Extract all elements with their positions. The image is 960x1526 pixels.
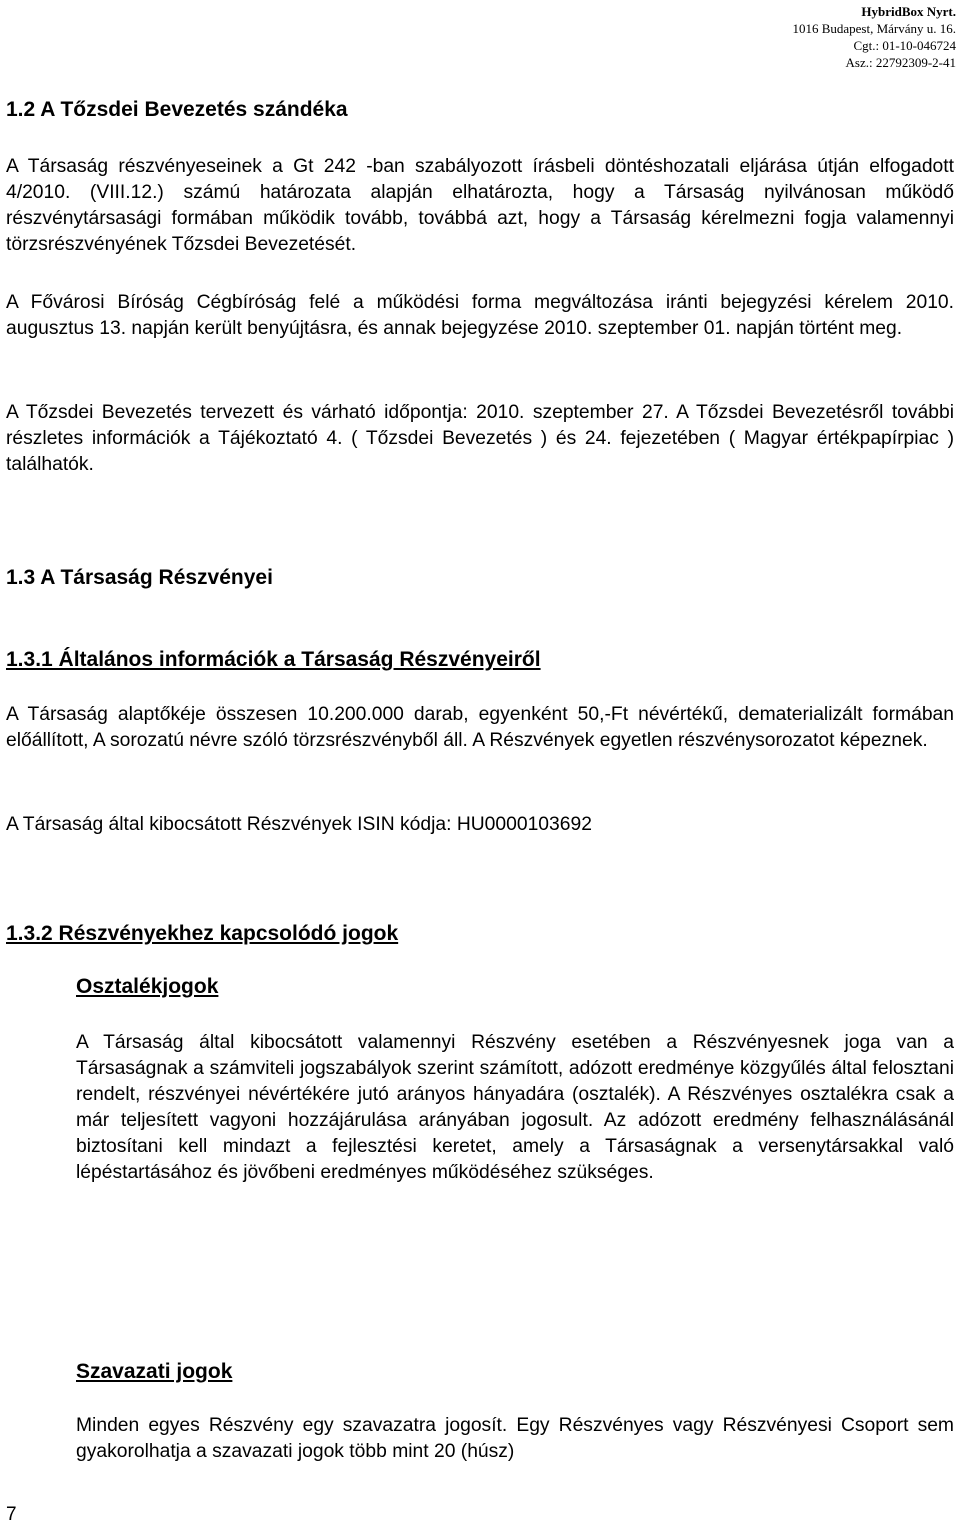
section-1-3-2-heading: 1.3.2 Részvényekhez kapcsolódó jogok (6, 922, 399, 945)
voting-rights-text: Minden egyes Részvény egy szavazatra jogosít. Egy Részvényes vagy Részvényesi Csoport sem gyakorolhatja a szavazati jogok több mint 20 (húsz) (76, 1415, 954, 1462)
voting-rights-title: Szavazati jogok (76, 1360, 233, 1383)
dividend-rights-title: Osztalékjogok (76, 975, 219, 998)
company-stamp (792, 3, 956, 71)
isin-paragraph: A Társaság által kibocsátott Részvények ISIN kódja: HU0000103692 (6, 814, 592, 835)
stamp-tax-number: Asz.: 22792309-2-41 (845, 55, 956, 70)
stamp-registry: Cgt.: 01-10-046724 (853, 38, 956, 53)
section-1-3-heading: 1.3 A Társaság Részvényei (6, 566, 273, 589)
shares-general-paragraph: A Társaság alaptőkéje összesen 10.200.000 darab, egyenként 50,-Ft névértékű, dematerializált formában előállított, A sorozatú névre szóló törzsrészvényből áll. A Részvények egyetlen részvénysorozatot képeznek. (6, 704, 954, 751)
stamp-company-name: HybridBox Nyrt. (861, 4, 956, 19)
section-1-2-paragraph-1: A Társaság részvényeseinek a Gt 242 -ban szabályozott írásbeli döntéshozatali eljárása útján elfogadott 4/2010. (VIII.12.) számú határozata alapján elhatározta, hogy a Társaság nyilvánosan működő részvénytársasági formában működik tovább, továbbá azt, hogy a Társaság kérelmezni fogja valamennyi törzsrészvényének Tőzsdei Bevezetését. (6, 156, 954, 255)
section-1-2-heading: 1.2 A Tőzsdei Bevezetés szándéka (6, 98, 348, 121)
section-1-3-1-heading: 1.3.1 Általános információk a Társaság Részvényeiről (6, 648, 541, 671)
section-1-2-paragraph-2: A Fővárosi Bíróság Cégbíróság felé a működési forma megváltozása iránti bejegyzési kérelem 2010. augusztus 13. napján került benyújtásra, és annak bejegyzése 2010. szeptember 01. napján történt meg. (6, 292, 954, 339)
page-number: 7 (6, 1504, 17, 1525)
stamp-address: 1016 Budapest, Márvány u. 16. (792, 21, 956, 36)
section-1-2-paragraph-3: A Tőzsdei Bevezetés tervezett és várható időpontja: 2010. szeptember 27. A Tőzsdei Bevezetésről további részletes információk a Tájékoztató 4. ( Tőzsdei Bevezetés ) és 24. fejezetében ( Magyar értékpapírpiac ) találhatók. (6, 402, 954, 475)
dividend-rights-text: A Társaság által kibocsátott valamennyi Részvény esetében a Részvényesnek joga van a Társaságnak a számviteli jogszabályok szerint számított, adózott eredménye közgyűlés által felosztani rendelt, részvényei névértékére jutó arányos hányadára (osztalék). A Részvényes osztalékra csak a már teljesített vagyoni hozzájárulása arányában jogosult. Az adózott eredmény felhasználásánál biztosítani kell mindazt a fejlesztési keretet, amely a Társaságnak a versenytársakkal való lépéstartásához és jövőbeni eredményes működéséhez szükséges. (76, 1032, 954, 1183)
